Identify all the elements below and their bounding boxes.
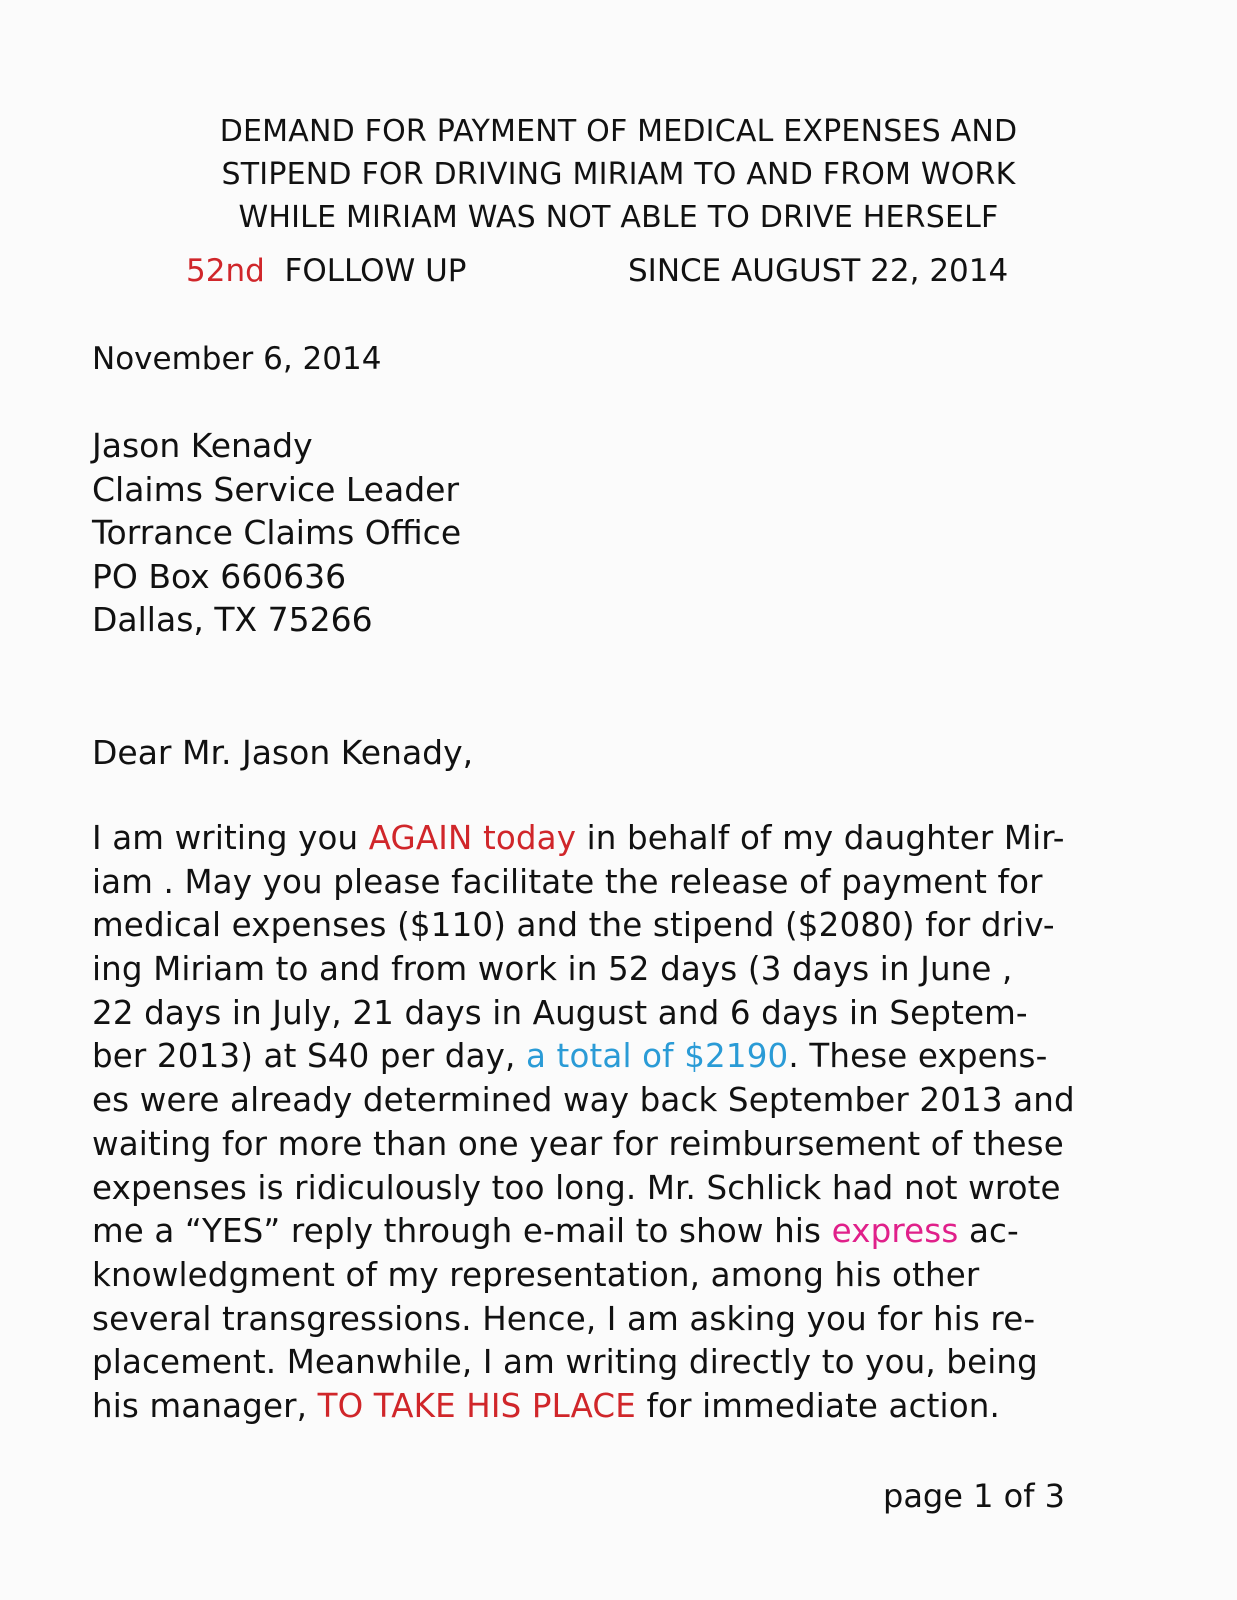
body-text: es were already determined way back September 2013 and xyxy=(92,1081,1075,1120)
title-line-2: STIPEND FOR DRIVING MIRIAM TO AND FROM WORK xyxy=(221,157,1016,192)
followup-label: FOLLOW UP xyxy=(284,253,467,289)
body-text: ber 2013) at S40 per day, xyxy=(92,1037,527,1076)
body-line xyxy=(92,1210,1172,1254)
body-text: medical expenses ($110) and the stipend ($2080) for driv- xyxy=(92,906,1055,945)
body-line xyxy=(92,861,1172,905)
emphasis-total: a total of $2190 xyxy=(526,1037,789,1076)
letter-date: November 6, 2014 xyxy=(92,341,382,377)
followup-since: SINCE AUGUST 22, 2014 xyxy=(628,253,1009,289)
body-line xyxy=(92,948,1172,992)
body-line xyxy=(92,904,1172,948)
followup-count xyxy=(186,251,466,291)
body-line xyxy=(92,1079,1172,1123)
body-line xyxy=(92,1167,1172,1211)
body-line xyxy=(92,1298,1172,1342)
document-title xyxy=(120,110,1117,239)
body-line xyxy=(92,1123,1172,1167)
body-line xyxy=(92,1385,1172,1429)
recipient-address xyxy=(92,424,461,642)
body-text: . These expens- xyxy=(788,1037,1048,1076)
recipient-name: Jason Kenady xyxy=(92,426,313,465)
recipient-city: Dallas, TX 75266 xyxy=(92,600,373,639)
body-text: I am writing you xyxy=(92,819,369,857)
followup-ordinal: 52nd xyxy=(186,253,265,289)
body-text: 22 days in July, 21 days in August and 6 days in Septem- xyxy=(92,993,1028,1032)
recipient-title: Claims Service Leader xyxy=(92,469,460,509)
body-text: me a “YES” reply through e-mail to show his xyxy=(92,1212,832,1251)
salutation: Dear Mr. Jason Kenady, xyxy=(92,733,474,772)
body-line xyxy=(92,1254,1172,1298)
body-text: placement. Meanwhile, I am writing directly to you, being xyxy=(92,1343,1038,1382)
page-indicator: page 1 of 3 xyxy=(883,1477,1065,1515)
body-text: ing Miriam to and from work in 52 days (3 days in June , xyxy=(92,950,1013,989)
title-line-1: DEMAND FOR PAYMENT OF MEDICAL EXPENSES AND xyxy=(219,114,1018,149)
body-line xyxy=(92,1341,1172,1385)
title-line-3: WHILE MIRIAM WAS NOT ABLE TO DRIVE HERSELF xyxy=(238,200,999,235)
body-line xyxy=(92,1035,1172,1079)
body-line xyxy=(92,992,1172,1036)
body-text: knowledgment of my representation, among his other xyxy=(92,1255,980,1294)
emphasis-express: express xyxy=(831,1212,959,1251)
emphasis-take-his-place: TO TAKE HIS PLACE xyxy=(317,1386,636,1425)
body-text: iam . May you please facilitate the release of payment for xyxy=(92,862,1043,901)
recipient-po-box: PO Box 660636 xyxy=(92,556,347,596)
body-line xyxy=(92,817,1172,861)
body-text: his manager, xyxy=(92,1386,318,1425)
emphasis-again-today: AGAIN today xyxy=(368,819,577,857)
body-text: waiting for more than one year for reimbursement of these xyxy=(92,1124,1064,1163)
body-text: ac- xyxy=(958,1212,1019,1251)
body-text: expenses is ridiculously too long. Mr. Schlick had not wrote xyxy=(92,1168,1061,1207)
body-text: for immediate action. xyxy=(635,1386,1000,1425)
body-text: several transgressions. Hence, I am asking you for his re- xyxy=(92,1299,1036,1338)
recipient-office: Torrance Claims Office xyxy=(92,513,462,552)
letter-body xyxy=(92,817,1172,1429)
body-text: in behalf of my daughter Mir- xyxy=(576,819,1065,857)
